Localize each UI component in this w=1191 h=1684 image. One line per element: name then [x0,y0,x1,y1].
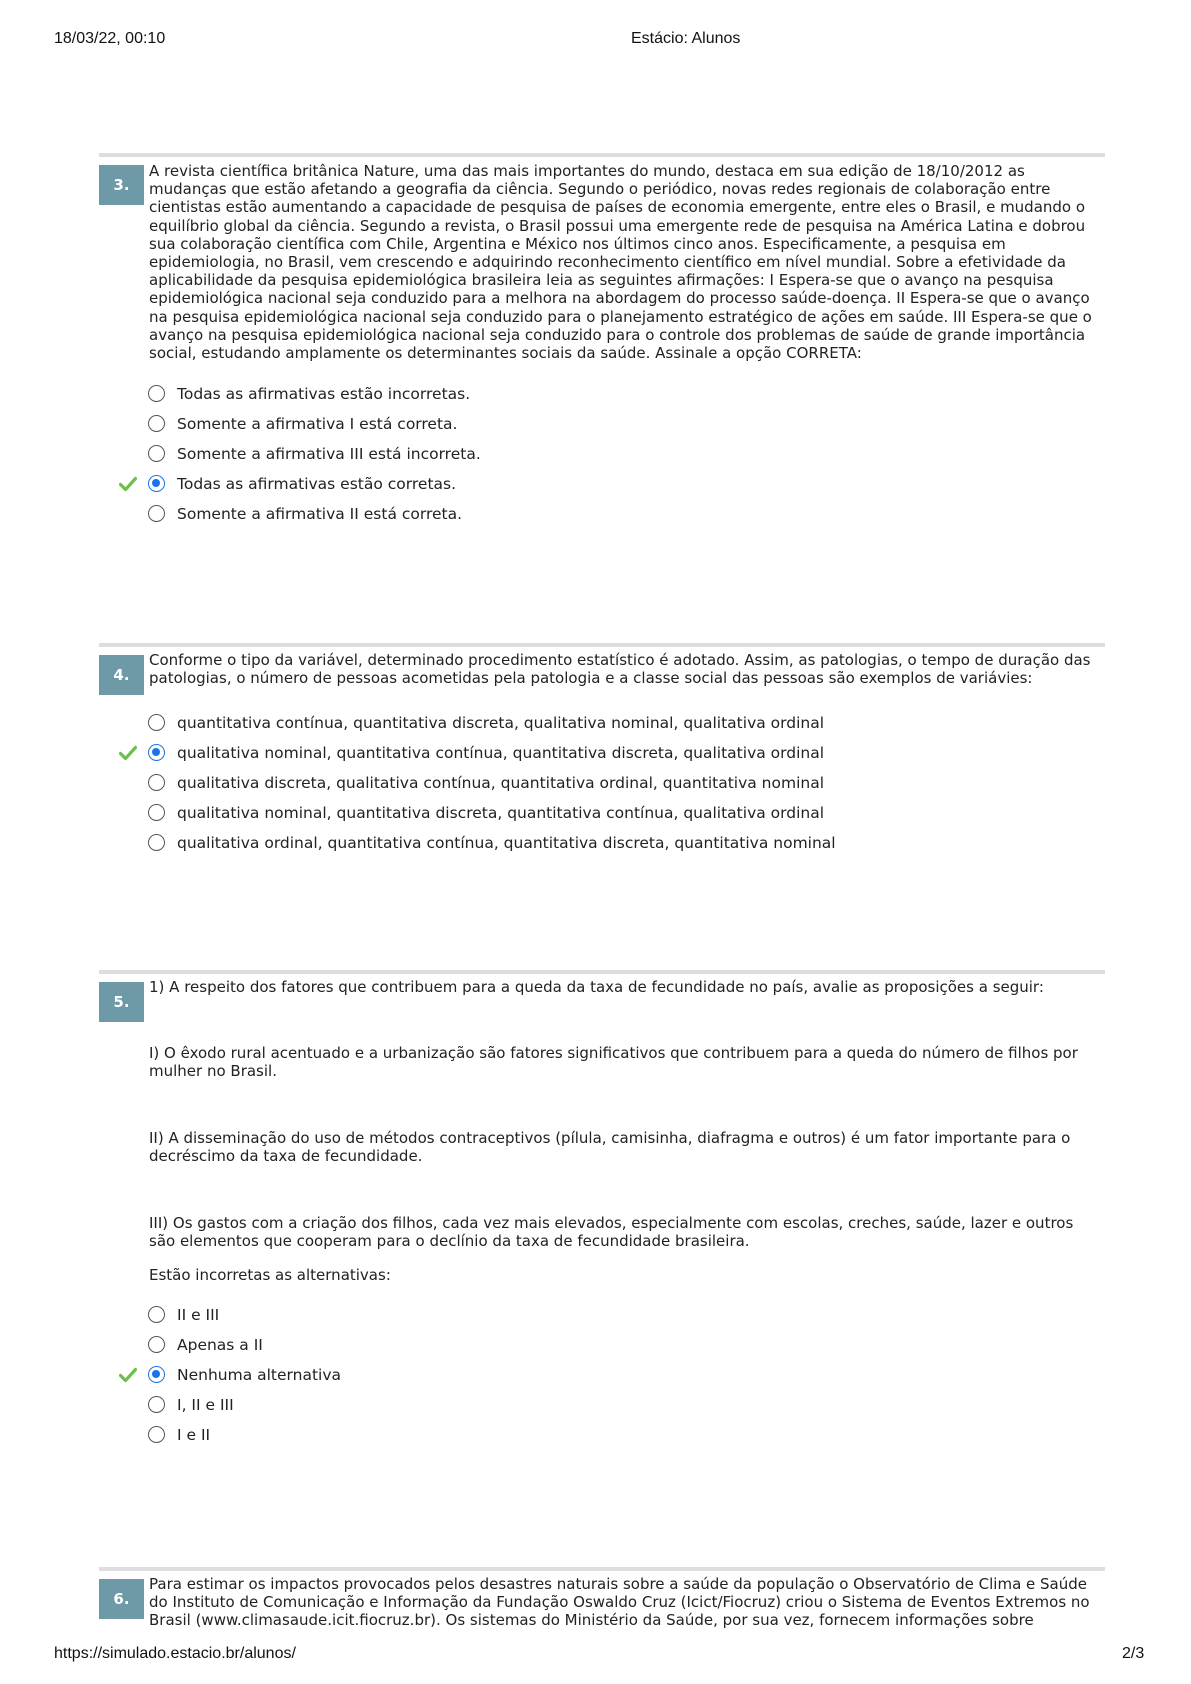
radio-button[interactable] [148,714,165,731]
question-prompt: Estão incorretas as alternativas: [149,1266,391,1284]
question-number-badge: 3. [99,165,144,205]
radio-button[interactable] [148,505,165,522]
question-5 [99,970,1105,1470]
question-3 [99,153,1105,533]
print-url: https://simulado.estacio.br/alunos/ [54,1645,296,1662]
radio-button[interactable] [148,1306,165,1323]
radio-button-selected[interactable] [148,744,165,761]
question-statement: Para estimar os impactos provocados pelos desastres naturais sobre a saúde da população o Observatório de Clima e Saúde do Instituto de Comunicação e Informação da Fundação Oswaldo Cruz (Icict/Fiocruz) criou o Sistema de Eventos Extremos no Brasil (www.climasaude.icit.fiocruz.br). Os sistemas do Ministério da Saúde, por sua vez, fornecem informações sobre [149,1575,1090,1630]
radio-button[interactable] [148,804,165,821]
question-divider [99,643,1105,647]
question-number-badge: 6. [99,1579,144,1619]
radio-button[interactable] [148,1396,165,1413]
radio-button[interactable] [148,1426,165,1443]
answer-option-label: Somente a afirmativa III está incorreta. [177,445,481,463]
question-number-badge: 5. [99,982,144,1022]
radio-button[interactable] [148,1336,165,1353]
answer-option-label: Todas as afirmativas estão corretas. [177,475,457,493]
correct-check-icon [119,476,137,492]
question-divider [99,153,1105,157]
proposition-ii: II) A disseminação do uso de métodos contraceptivos (pílula, camisinha, diafragma e outros) é um fator importante para o decréscimo da taxa de fecundidade. [149,1129,1071,1166]
print-datetime: 18/03/22, 00:10 [54,30,166,47]
correct-check-icon [119,745,137,761]
print-page-number: 2/3 [1122,1645,1145,1662]
answer-option-label: quantitativa contínua, quantitativa discreta, qualitativa nominal, qualitativa ordinal [177,714,825,732]
proposition-iii: III) Os gastos com a criação dos filhos, cada vez mais elevados, especialmente com escolas, creches, saúde, lazer e outros são elementos que cooperam para o declínio da taxa de fecundidade brasileira. [149,1214,1074,1251]
answer-option-label: qualitativa nominal, quantitativa discreta, quantitativa contínua, qualitativa ordinal [177,804,825,822]
answer-option-label: Nenhuma alternativa [177,1366,342,1384]
answer-option-label: qualitativa ordinal, quantitativa contínua, quantitativa discreta, quantitativa nominal [177,834,836,852]
correct-check-icon [119,1367,137,1383]
question-statement: A revista científica britânica Nature, uma das mais importantes do mundo, destaca em sua edição de 18/10/2012 as mudanças que estão afetando a geografia da ciência. Segundo o periódico, novas redes regionais de colaboração entre cientistas estão aumentando a capacidade de pesquisa de países de economia emergente, entre eles o Brasil, e mudando o equilíbrio global da ciência. Segundo a revista, o Brasil possui uma emergente rede de pesquisa na América Latina e dobrou sua colaboração científica com Chile, Argentina e México nos últimos cinco anos. Especificamente, a pesquisa em epidemiologia, no Brasil, vem crescendo e adquirindo reconhecimento científico em nível mundial. Sobre a efetividade da aplicabilidade da pesquisa epidemiológica brasileira leia as seguintes afirmações: I Espera-se que o avanço na pesquisa epidemiológica nacional seja conduzido para a melhora na abordagem do processo saúde-doença. II Espera-se que o avanço na pesquisa epidemiológica nacional seja conduzido para o planejamento estratégico de ações em saúde. III Espera-se que o avanço na pesquisa epidemiológica nacional seja conduzido para o controle dos problemas de saúde de grande importância social, estudando amplamente os determinantes sociais da saúde. Assinale a opção CORRETA: [149,162,1092,363]
proposition-i: I) O êxodo rural acentuado e a urbanização são fatores significativos que contribuem para a queda do número de filhos por mulher no Brasil. [149,1044,1078,1081]
question-statement: 1) A respeito dos fatores que contribuem para a queda da taxa de fecundidade no país, avalie as proposições a seguir: [149,978,1044,996]
answer-option-label: Somente a afirmativa I está correta. [177,415,458,433]
radio-button-selected[interactable] [148,475,165,492]
answer-option-label: I, II e III [177,1396,234,1414]
question-divider [99,970,1105,974]
answer-option-label: qualitativa discreta, qualitativa contínua, quantitativa ordinal, quantitativa nominal [177,774,825,792]
print-page-title: Estácio: Alunos [631,30,741,47]
radio-button[interactable] [148,415,165,432]
question-statement: Conforme o tipo da variável, determinado procedimento estatístico é adotado. Assim, as patologias, o tempo de duração das patologias, o número de pessoas acometidas pela patologia e a classe social das pessoas são exemplos de variávies: [149,651,1091,688]
answer-option-label: I e II [177,1426,211,1444]
question-divider [99,1567,1105,1571]
answer-option-label: Apenas a II [177,1336,263,1354]
answer-option-label: Todas as afirmativas estão incorretas. [177,385,471,403]
answer-option-label: Somente a afirmativa II está correta. [177,505,463,523]
radio-button[interactable] [148,445,165,462]
radio-button[interactable] [148,834,165,851]
question-6 [99,1567,1105,1637]
answer-option-label: qualitativa nominal, quantitativa contínua, quantitativa discreta, qualitativa ordinal [177,744,825,762]
radio-button-selected[interactable] [148,1366,165,1383]
question-4 [99,643,1105,863]
question-number-badge: 4. [99,655,144,695]
answer-option-label: II e III [177,1306,220,1324]
radio-button[interactable] [148,774,165,791]
radio-button[interactable] [148,385,165,402]
